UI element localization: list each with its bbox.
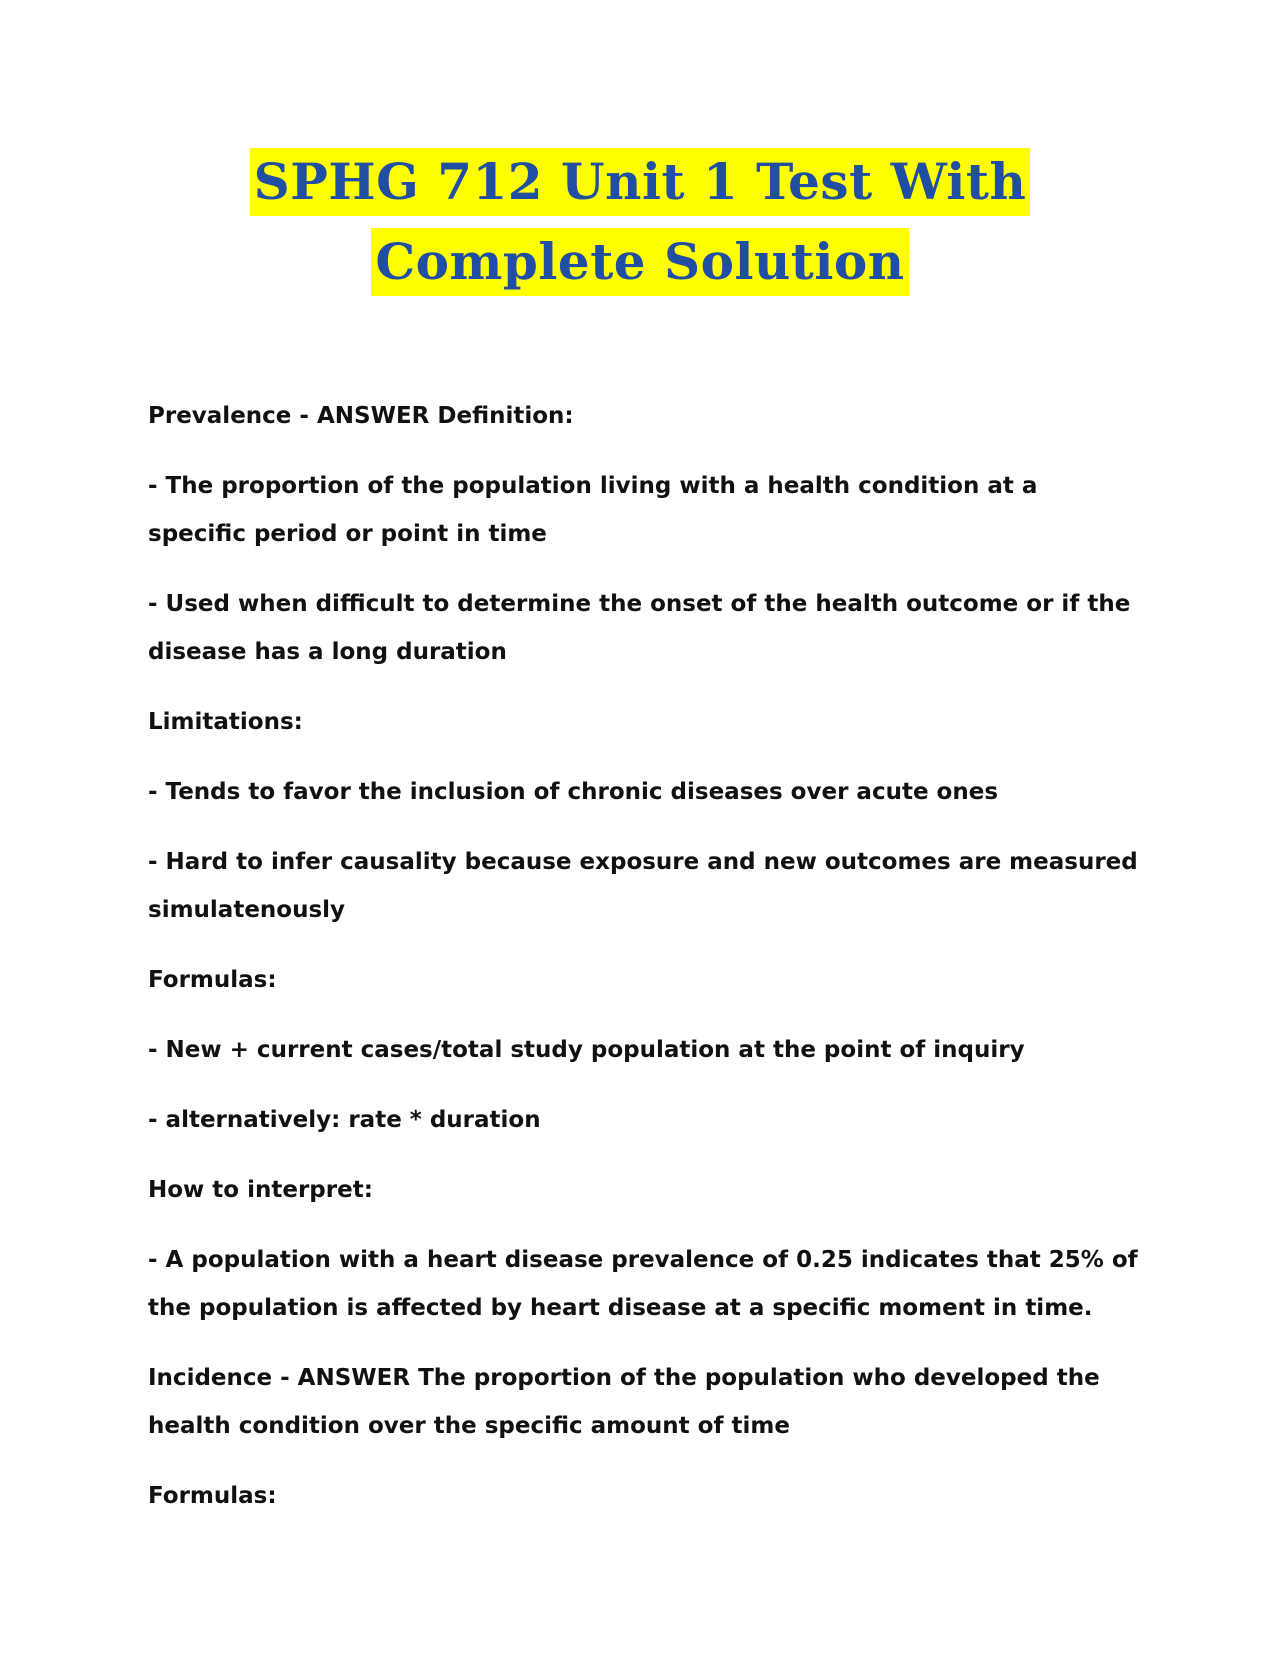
interpret-example: - A population with a heart disease prevalence of 0.25 indicates that 25% of the population is affected by heart disease at a specific moment in time. [148,1247,1138,1321]
incidence-formulas-heading: Formulas: [148,1483,277,1509]
limitation-2: - Hard to infer causality because exposure and new outcomes are measured simulatenously [148,849,1138,923]
prevalence-definition-2: - Used when difficult to determine the onset of the health outcome or if the disease has a long duration [148,591,1131,665]
document-body [148,392,1138,1542]
formula-2: - alternatively: rate * duration [148,1107,541,1133]
limitations-heading: Limitations: [148,709,303,735]
prevalence-heading: Prevalence - ANSWER Definition: [148,403,574,429]
interpret-heading: How to interpret: [148,1177,373,1203]
prevalence-definition-1: - The proportion of the population living with a health condition at a specific period or point in time [148,473,1038,547]
title-line-2: Complete Solution [371,228,908,296]
title-line-1: SPHG 712 Unit 1 Test With [250,148,1031,216]
document-title [0,148,1280,308]
limitation-1: - Tends to favor the inclusion of chronic diseases over acute ones [148,779,999,805]
incidence-definition: Incidence - ANSWER The proportion of the population who developed the health condition over the specific amount of time [148,1365,1100,1439]
formulas-heading: Formulas: [148,967,277,993]
formula-1: - New + current cases/total study population at the point of inquiry [148,1037,1025,1063]
